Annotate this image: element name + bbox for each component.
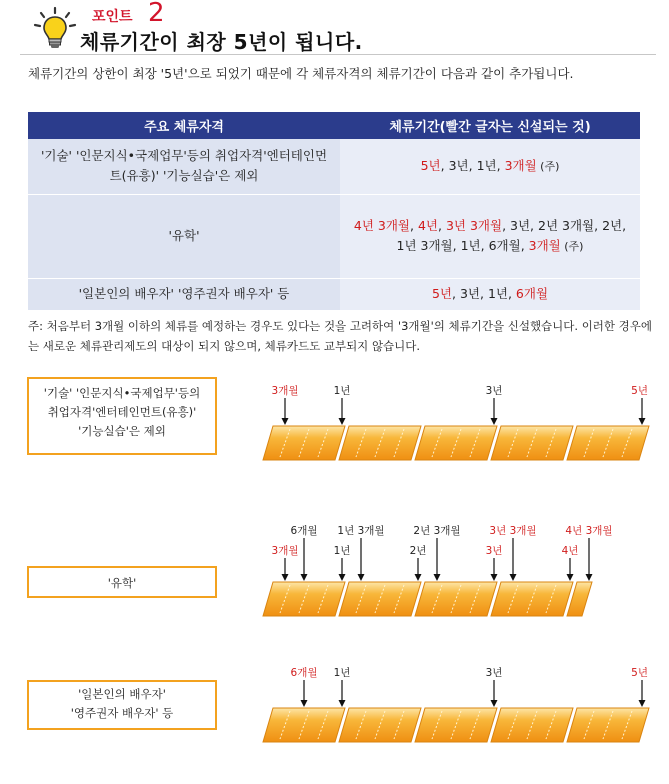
timeline-svg — [258, 520, 663, 622]
period-item: 1년 — [460, 237, 481, 253]
table-header-row — [28, 112, 640, 139]
period-separator: , — [438, 217, 446, 233]
marker-label: 3개월 — [271, 545, 299, 557]
status-period-table — [28, 112, 640, 311]
footnote: 주: 처음부터 3개월 이하의 체류를 예정하는 경우도 있다는 것을 고려하여 '3개월'의 체류기간을 신설했습니다. 이러한 경우에는 새로운 체류관리제도의 대상이 되지 않으며, 체류카드도 교부되지 않습니다. — [28, 319, 652, 353]
year-segment — [567, 708, 649, 742]
category-line: 취업자격'엔터테인먼트(유흥)' — [47, 405, 197, 419]
period-item: 1년 3개월 — [396, 237, 453, 253]
page-title: 체류기간이 최장 5년이 됩니다. — [80, 30, 363, 54]
year-segment — [491, 582, 573, 616]
marker-arrow-head — [586, 574, 593, 581]
status-cell: '기술' '인문지식•국제업무'등의 취업자격'엔터테인먼트(유흥)' '기능실습'은 제외 — [28, 139, 340, 194]
marker-label: 1년 — [333, 667, 351, 679]
status-cell: '유학' — [28, 194, 340, 278]
period-item: 4년 3개월 — [353, 217, 411, 233]
year-segment — [567, 426, 649, 460]
period-item: 3년 — [448, 157, 469, 173]
year-segment — [415, 708, 497, 742]
period-separator: , — [479, 286, 488, 301]
period-item: 3년 3개월 — [445, 217, 503, 233]
category-line: '영주권자 배우자' 등 — [70, 706, 174, 720]
period-item: 4년 — [417, 217, 438, 233]
marker-arrow-head — [301, 574, 308, 581]
period-separator: , — [468, 157, 477, 173]
note-marker: (주) — [536, 159, 560, 173]
marker-arrow-head — [639, 418, 646, 425]
marker-label: 1년 — [333, 545, 351, 557]
table-row — [28, 194, 640, 278]
marker-label: 3년 — [485, 545, 503, 557]
table-header-status: 주요 체류자격 — [28, 112, 340, 139]
category-line: '유학' — [107, 576, 137, 590]
year-segment — [415, 426, 497, 460]
period-cell — [340, 278, 640, 310]
period-separator: , — [507, 286, 516, 301]
period-item: 6개월 — [515, 286, 549, 301]
title-divider — [20, 54, 656, 55]
category-line: '기능실습'은 제외 — [78, 424, 166, 438]
timeline-diagram — [258, 380, 663, 466]
period-separator: , — [502, 217, 511, 233]
marker-arrow-head — [339, 574, 346, 581]
marker-arrow-head — [301, 700, 308, 707]
category-box — [27, 377, 217, 455]
year-segment — [339, 708, 421, 742]
period-separator: , — [520, 237, 529, 253]
period-cell — [340, 139, 640, 194]
point-number: 2 — [148, 0, 165, 28]
marker-label: 3년 3개월 — [489, 525, 537, 537]
category-line: '일본인의 배우자' — [78, 687, 166, 701]
period-separator: , — [622, 217, 627, 233]
year-segment — [263, 708, 345, 742]
category-line: '기술' '인문지식•국제업무'등의 — [43, 386, 201, 400]
year-segment — [263, 426, 345, 460]
marker-arrow-head — [567, 574, 574, 581]
period-separator: , — [410, 217, 418, 233]
period-item: 3년 — [510, 217, 531, 233]
marker-arrow-head — [339, 700, 346, 707]
period-separator: , — [452, 286, 460, 301]
marker-arrow-head — [491, 418, 498, 425]
period-separator: , — [480, 237, 489, 253]
period-item: 3개월 — [528, 237, 561, 253]
marker-arrow-head — [510, 574, 517, 581]
marker-arrow-head — [358, 574, 365, 581]
marker-arrow-head — [415, 574, 422, 581]
marker-arrow-head — [434, 574, 441, 581]
marker-label: 4년 3개월 — [565, 525, 613, 537]
marker-arrow-head — [282, 574, 289, 581]
period-item: 1년 — [476, 157, 497, 173]
table-header-period: 체류기간(빨간 글자는 신설되는 것) — [340, 112, 640, 139]
timeline-diagram — [258, 520, 663, 622]
marker-label: 3년 — [485, 667, 503, 679]
note-marker: (주) — [560, 239, 584, 253]
marker-label: 3개월 — [271, 385, 299, 397]
section-header — [20, 0, 660, 58]
marker-label: 5년 — [631, 667, 648, 679]
period-item: 5년 — [431, 286, 452, 301]
marker-label: 4년 — [561, 545, 579, 557]
period-item: 3개월 — [504, 157, 537, 173]
timeline-svg — [258, 662, 663, 748]
marker-arrow-head — [639, 700, 646, 707]
period-separator: , — [440, 157, 449, 173]
period-item: 2년 — [602, 217, 623, 233]
period-item: 2년 3개월 — [538, 217, 595, 233]
category-box — [27, 566, 217, 598]
marker-label: 2년 3개월 — [413, 525, 461, 537]
timeline-diagram — [258, 662, 663, 748]
marker-arrow-head — [491, 574, 498, 581]
timeline-svg — [258, 380, 663, 466]
marker-arrow-head — [282, 418, 289, 425]
marker-label: 3년 — [485, 385, 503, 397]
period-separator: , — [530, 217, 538, 233]
period-separator: , — [594, 217, 603, 233]
period-item: 5년 — [420, 157, 441, 173]
marker-arrow-head — [339, 418, 346, 425]
marker-label: 1년 — [333, 385, 351, 397]
period-separator: , — [496, 157, 505, 173]
marker-label: 6개월 — [290, 667, 318, 679]
period-item: 6개월 — [488, 237, 521, 253]
period-item: 3년 — [459, 286, 480, 301]
period-separator: , — [452, 237, 461, 253]
marker-arrow-head — [491, 700, 498, 707]
table-row — [28, 139, 640, 194]
year-segment — [491, 426, 573, 460]
point-label: 포인트 — [92, 9, 133, 25]
status-cell: '일본인의 배우자' '영주권자 배우자' 등 — [28, 278, 340, 310]
period-item: 1년 — [487, 286, 508, 301]
lightbulb-icon — [32, 6, 78, 52]
marker-label: 6개월 — [290, 525, 318, 537]
marker-label: 2년 — [409, 545, 427, 557]
year-segment — [339, 582, 421, 616]
category-box — [27, 680, 217, 730]
year-segment — [415, 582, 497, 616]
marker-label: 5년 — [631, 385, 648, 397]
period-cell — [340, 194, 640, 278]
intro-text: 체류기간의 상한이 최장 '5년'으로 되었기 때문에 각 체류자격의 체류기간이 다음과 같이 추가됩니다. — [28, 66, 574, 81]
year-segment — [263, 582, 345, 616]
marker-label: 1년 3개월 — [337, 525, 385, 537]
year-segment — [339, 426, 421, 460]
year-segment — [491, 708, 573, 742]
table-row — [28, 278, 640, 310]
